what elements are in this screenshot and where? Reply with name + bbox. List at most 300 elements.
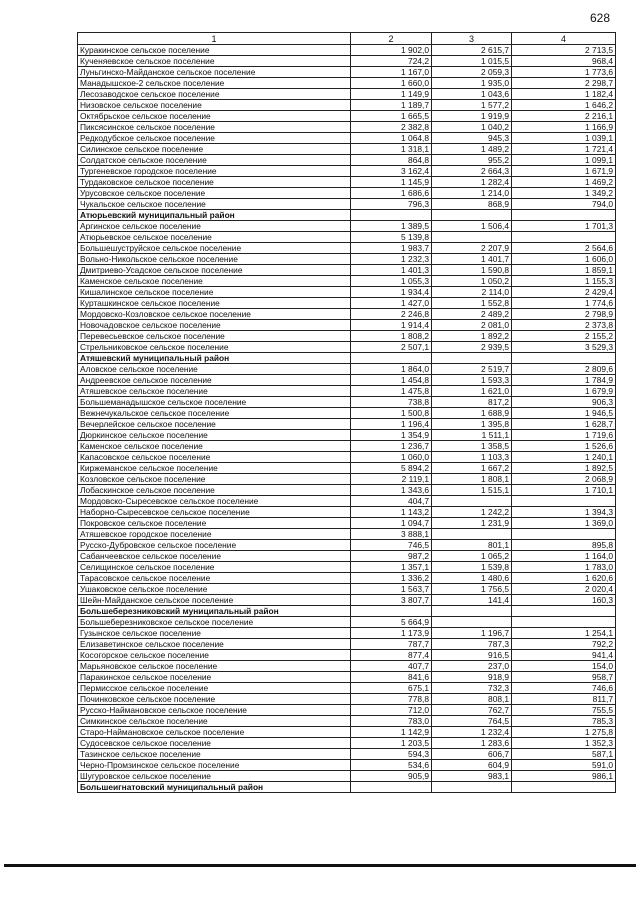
district-name: Атюрьевский муниципальный район xyxy=(78,210,351,221)
value-cell: 1 590,8 xyxy=(432,265,512,276)
value-cell: 1 783,0 xyxy=(512,562,616,573)
value-cell: 2 020,4 xyxy=(512,584,616,595)
table-row xyxy=(78,573,616,584)
value-cell: 811,7 xyxy=(512,694,616,705)
value-cell: 1 539,8 xyxy=(432,562,512,573)
value-cell: 1 919,9 xyxy=(432,111,512,122)
settlement-name: Марьяновское сельское поселение xyxy=(78,661,351,672)
value-cell: 1 469,2 xyxy=(512,177,616,188)
value-cell: 2 114,0 xyxy=(432,287,512,298)
value-cell: 587,1 xyxy=(512,749,616,760)
value-cell: 1 173,9 xyxy=(351,628,432,639)
value-cell: 2 216,1 xyxy=(512,111,616,122)
value-cell: 1 401,3 xyxy=(351,265,432,276)
value-cell: 1 688,9 xyxy=(432,408,512,419)
settlement-name: Редкодубское сельское поселение xyxy=(78,133,351,144)
table-row xyxy=(78,507,616,518)
settlement-name: Манадышское-2 сельское поселение xyxy=(78,78,351,89)
value-cell: 986,1 xyxy=(512,771,616,782)
value-cell: 895,8 xyxy=(512,540,616,551)
value-cell: 1 506,4 xyxy=(432,221,512,232)
value-cell: 1 606,0 xyxy=(512,254,616,265)
table-row xyxy=(78,254,616,265)
table-row xyxy=(78,265,616,276)
value-cell: 5 894,2 xyxy=(351,463,432,474)
table-row xyxy=(78,188,616,199)
table-row xyxy=(78,771,616,782)
table-row xyxy=(78,375,616,386)
value-cell xyxy=(351,210,432,221)
value-cell: 2 429,4 xyxy=(512,287,616,298)
column-header: 4 xyxy=(512,33,616,45)
value-cell: 712,0 xyxy=(351,705,432,716)
value-cell: 1 055,3 xyxy=(351,276,432,287)
table-row xyxy=(78,144,616,155)
table-row xyxy=(78,56,616,67)
value-cell: 1 902,0 xyxy=(351,45,432,56)
value-cell: 1 242,2 xyxy=(432,507,512,518)
value-cell: 1 167,0 xyxy=(351,67,432,78)
value-cell: 1 240,1 xyxy=(512,452,616,463)
column-header: 3 xyxy=(432,33,512,45)
table-row xyxy=(78,738,616,749)
value-cell: 1 065,2 xyxy=(432,551,512,562)
value-cell: 864,8 xyxy=(351,155,432,166)
settlement-name: Тазинское сельское поселение xyxy=(78,749,351,760)
value-cell: 1 196,4 xyxy=(351,419,432,430)
value-cell xyxy=(512,529,616,540)
value-cell xyxy=(512,353,616,364)
value-cell: 1 354,9 xyxy=(351,430,432,441)
value-cell: 1 721,4 xyxy=(512,144,616,155)
settlement-name: Пермисское сельское поселение xyxy=(78,683,351,694)
settlement-name: Дмитриево-Усадское сельское поселение xyxy=(78,265,351,276)
value-cell xyxy=(512,496,616,507)
settlement-name: Октябрьское сельское поселение xyxy=(78,111,351,122)
value-cell xyxy=(432,232,512,243)
value-cell: 154,0 xyxy=(512,661,616,672)
value-cell: 2 298,7 xyxy=(512,78,616,89)
value-cell: 1 357,1 xyxy=(351,562,432,573)
value-cell: 2 246,8 xyxy=(351,309,432,320)
value-cell: 905,9 xyxy=(351,771,432,782)
value-cell: 1 196,7 xyxy=(432,628,512,639)
value-cell: 1 511,1 xyxy=(432,430,512,441)
settlement-name: Андреевское сельское поселение xyxy=(78,375,351,386)
value-cell: 2 939,5 xyxy=(432,342,512,353)
value-cell: 1 892,5 xyxy=(512,463,616,474)
value-cell xyxy=(432,617,512,628)
settlement-name: Шейн-Майданское сельское поселение xyxy=(78,595,351,606)
settlement-name: Симкинское сельское поселение xyxy=(78,716,351,727)
value-cell: 955,2 xyxy=(432,155,512,166)
value-cell: 1 859,1 xyxy=(512,265,616,276)
table-row xyxy=(78,639,616,650)
value-cell: 2 564,6 xyxy=(512,243,616,254)
table-row xyxy=(78,342,616,353)
table-body xyxy=(78,45,616,793)
table-row xyxy=(78,518,616,529)
settlement-name: Атюрьевское сельское поселение xyxy=(78,232,351,243)
page-number: 628 xyxy=(589,11,610,25)
value-cell: 724,2 xyxy=(351,56,432,67)
value-cell: 1 103,3 xyxy=(432,452,512,463)
table-row xyxy=(78,562,616,573)
value-cell: 1 142,9 xyxy=(351,727,432,738)
value-cell xyxy=(432,496,512,507)
table-row xyxy=(78,650,616,661)
value-cell: 817,2 xyxy=(432,397,512,408)
settlement-name: Ушаковское сельское поселение xyxy=(78,584,351,595)
settlement-name: Атяшевское сельское поселение xyxy=(78,386,351,397)
value-cell: 918,9 xyxy=(432,672,512,683)
table-row xyxy=(78,111,616,122)
value-cell: 1 358,5 xyxy=(432,441,512,452)
settlement-name: Новочадовское сельское поселение xyxy=(78,320,351,331)
page-bottom-rule xyxy=(4,864,636,867)
settlement-name: Аловское сельское поселение xyxy=(78,364,351,375)
value-cell: 746,5 xyxy=(351,540,432,551)
value-cell: 3 162,4 xyxy=(351,166,432,177)
settlement-name: Чукальское сельское поселение xyxy=(78,199,351,210)
settlement-name: Стрельниковское сельское поселение xyxy=(78,342,351,353)
value-cell: 1 214,0 xyxy=(432,188,512,199)
settlement-name: Черно-Промзинское сельское поселение xyxy=(78,760,351,771)
table-row xyxy=(78,89,616,100)
value-cell: 2 382,8 xyxy=(351,122,432,133)
settlement-name: Солдатское сельское поселение xyxy=(78,155,351,166)
value-cell: 1 145,9 xyxy=(351,177,432,188)
table-row xyxy=(78,694,616,705)
value-cell: 2 059,3 xyxy=(432,67,512,78)
settlement-name: Перевесьевское сельское поселение xyxy=(78,331,351,342)
table-row xyxy=(78,331,616,342)
value-cell: 732,3 xyxy=(432,683,512,694)
value-cell: 1 040,2 xyxy=(432,122,512,133)
settlement-name: Паракинское сельское поселение xyxy=(78,672,351,683)
value-cell: 1 784,9 xyxy=(512,375,616,386)
value-cell: 1 701,3 xyxy=(512,221,616,232)
table-row xyxy=(78,397,616,408)
value-cell: 160,3 xyxy=(512,595,616,606)
value-cell: 2 519,7 xyxy=(432,364,512,375)
value-cell: 792,2 xyxy=(512,639,616,650)
value-cell xyxy=(512,606,616,617)
value-cell: 755,5 xyxy=(512,705,616,716)
settlement-name: Урусовское сельское поселение xyxy=(78,188,351,199)
value-cell: 1 480,6 xyxy=(432,573,512,584)
value-cell xyxy=(512,210,616,221)
value-cell: 1 166,9 xyxy=(512,122,616,133)
value-cell: 1 621,0 xyxy=(432,386,512,397)
table-row xyxy=(78,320,616,331)
settlement-name: Селищинское сельское поселение xyxy=(78,562,351,573)
table-row xyxy=(78,705,616,716)
table-row xyxy=(78,540,616,551)
value-cell: 1 015,5 xyxy=(432,56,512,67)
value-cell: 2 489,2 xyxy=(432,309,512,320)
settlement-name: Мордовско-Козловское сельское поселение xyxy=(78,309,351,320)
table-row xyxy=(78,716,616,727)
value-cell: 1 155,3 xyxy=(512,276,616,287)
value-cell: 746,6 xyxy=(512,683,616,694)
table-row xyxy=(78,133,616,144)
value-cell: 764,5 xyxy=(432,716,512,727)
section-row xyxy=(78,606,616,617)
value-cell: 1 401,7 xyxy=(432,254,512,265)
table-row xyxy=(78,430,616,441)
value-cell: 2 068,9 xyxy=(512,474,616,485)
value-cell: 778,8 xyxy=(351,694,432,705)
settlement-name: Елизаветинское сельское поселение xyxy=(78,639,351,650)
value-cell: 1 665,5 xyxy=(351,111,432,122)
value-cell: 2 081,0 xyxy=(432,320,512,331)
value-cell: 1 283,6 xyxy=(432,738,512,749)
value-cell: 591,0 xyxy=(512,760,616,771)
value-cell: 1 282,4 xyxy=(432,177,512,188)
settlement-name: Вечерлейское сельское поселение xyxy=(78,419,351,430)
table-row xyxy=(78,749,616,760)
settlement-name: Большеберезниковское сельское поселение xyxy=(78,617,351,628)
table-row xyxy=(78,496,616,507)
table-row xyxy=(78,760,616,771)
value-cell: 1 203,5 xyxy=(351,738,432,749)
value-cell: 1 232,3 xyxy=(351,254,432,265)
table-row xyxy=(78,243,616,254)
value-cell: 1 094,7 xyxy=(351,518,432,529)
district-name: Большеберезниковский муниципальный район xyxy=(78,606,351,617)
settlement-name: Косогорское сельское поселение xyxy=(78,650,351,661)
table-row xyxy=(78,474,616,485)
value-cell: 801,1 xyxy=(432,540,512,551)
value-cell: 941,4 xyxy=(512,650,616,661)
value-cell: 1 318,1 xyxy=(351,144,432,155)
value-cell xyxy=(432,529,512,540)
settlement-name: Козловское сельское поселение xyxy=(78,474,351,485)
value-cell: 1 143,2 xyxy=(351,507,432,518)
value-cell: 787,3 xyxy=(432,639,512,650)
settlement-name: Турдаковское сельское поселение xyxy=(78,177,351,188)
value-cell: 1 343,6 xyxy=(351,485,432,496)
value-cell: 1 275,8 xyxy=(512,727,616,738)
settlement-name: Мордовско-Сыресевское сельское поселение xyxy=(78,496,351,507)
table-row xyxy=(78,584,616,595)
value-cell: 141,4 xyxy=(432,595,512,606)
value-cell: 675,1 xyxy=(351,683,432,694)
value-cell: 1 719,6 xyxy=(512,430,616,441)
value-cell: 407,7 xyxy=(351,661,432,672)
value-cell: 1 232,4 xyxy=(432,727,512,738)
value-cell: 1 660,0 xyxy=(351,78,432,89)
settlement-name: Русско-Наймановское сельское поселение xyxy=(78,705,351,716)
value-cell: 2 373,8 xyxy=(512,320,616,331)
settlement-name: Куракинское сельское поселение xyxy=(78,45,351,56)
settlement-name: Кученяевское сельское поселение xyxy=(78,56,351,67)
value-cell xyxy=(512,232,616,243)
settlement-name: Низовское сельское поселение xyxy=(78,100,351,111)
settlement-name: Киржеманское сельское поселение xyxy=(78,463,351,474)
value-cell: 841,6 xyxy=(351,672,432,683)
value-cell: 1 667,2 xyxy=(432,463,512,474)
value-cell: 5 139,8 xyxy=(351,232,432,243)
value-cell xyxy=(432,210,512,221)
table-row xyxy=(78,386,616,397)
value-cell: 1 489,2 xyxy=(432,144,512,155)
table-row xyxy=(78,67,616,78)
value-cell: 1 369,0 xyxy=(512,518,616,529)
value-cell: 594,3 xyxy=(351,749,432,760)
settlement-name: Русско-Дубровское сельское поселение xyxy=(78,540,351,551)
settlement-name: Кишалинское сельское поселение xyxy=(78,287,351,298)
value-cell xyxy=(512,782,616,793)
settlement-name: Дюркинское сельское поселение xyxy=(78,430,351,441)
value-cell: 1 099,1 xyxy=(512,155,616,166)
table-header-row xyxy=(78,33,616,45)
value-cell: 1 395,8 xyxy=(432,419,512,430)
value-cell: 1 934,4 xyxy=(351,287,432,298)
value-cell: 1 336,2 xyxy=(351,573,432,584)
value-cell: 2 155,2 xyxy=(512,331,616,342)
settlement-name: Аргинское сельское поселение xyxy=(78,221,351,232)
settlement-name: Каменское сельское поселение xyxy=(78,276,351,287)
value-cell: 606,7 xyxy=(432,749,512,760)
value-cell: 2 615,7 xyxy=(432,45,512,56)
value-cell: 3 807,7 xyxy=(351,595,432,606)
settlement-name: Большешуструйское сельское поселение xyxy=(78,243,351,254)
table-row xyxy=(78,661,616,672)
value-cell xyxy=(351,353,432,364)
district-name: Атяшевский муниципальный район xyxy=(78,353,351,364)
table-row xyxy=(78,199,616,210)
value-cell xyxy=(351,606,432,617)
value-cell: 3 888,1 xyxy=(351,529,432,540)
value-cell: 1 756,5 xyxy=(432,584,512,595)
budget-table xyxy=(77,32,616,793)
section-row xyxy=(78,353,616,364)
settlement-name: Шугуровское сельское поселение xyxy=(78,771,351,782)
value-cell: 1 620,6 xyxy=(512,573,616,584)
value-cell: 1 892,2 xyxy=(432,331,512,342)
value-cell: 1 710,1 xyxy=(512,485,616,496)
value-cell: 1 628,7 xyxy=(512,419,616,430)
value-cell: 1 808,1 xyxy=(432,474,512,485)
value-cell: 237,0 xyxy=(432,661,512,672)
value-cell: 2 713,5 xyxy=(512,45,616,56)
value-cell: 2 119,1 xyxy=(351,474,432,485)
value-cell xyxy=(351,782,432,793)
table-row xyxy=(78,298,616,309)
settlement-name: Лобаскинское сельское поселение xyxy=(78,485,351,496)
value-cell: 2 798,9 xyxy=(512,309,616,320)
value-cell: 2 507,1 xyxy=(351,342,432,353)
value-cell: 916,5 xyxy=(432,650,512,661)
value-cell: 2 809,6 xyxy=(512,364,616,375)
value-cell: 1 236,7 xyxy=(351,441,432,452)
value-cell xyxy=(512,617,616,628)
table-row xyxy=(78,45,616,56)
settlement-name: Судосевское сельское поселение xyxy=(78,738,351,749)
settlement-name: Покровское сельское поселение xyxy=(78,518,351,529)
value-cell xyxy=(432,353,512,364)
settlement-name: Вежнечукальское сельское поселение xyxy=(78,408,351,419)
value-cell: 983,1 xyxy=(432,771,512,782)
value-cell: 1 039,1 xyxy=(512,133,616,144)
value-cell: 1 149,9 xyxy=(351,89,432,100)
value-cell: 1 182,4 xyxy=(512,89,616,100)
table-row xyxy=(78,452,616,463)
value-cell: 1 427,0 xyxy=(351,298,432,309)
value-cell: 1 394,3 xyxy=(512,507,616,518)
settlement-name: Атяшевское городское поселение xyxy=(78,529,351,540)
value-cell: 1 475,8 xyxy=(351,386,432,397)
value-cell: 404,7 xyxy=(351,496,432,507)
settlement-name: Большеманадышское сельское поселение xyxy=(78,397,351,408)
section-row xyxy=(78,210,616,221)
settlement-name: Тарасовское сельское поселение xyxy=(78,573,351,584)
value-cell: 1 064,8 xyxy=(351,133,432,144)
table-row xyxy=(78,155,616,166)
settlement-name: Капасовское сельское поселение xyxy=(78,452,351,463)
value-cell: 796,3 xyxy=(351,199,432,210)
value-cell: 1 060,0 xyxy=(351,452,432,463)
value-cell: 1 189,7 xyxy=(351,100,432,111)
value-cell: 785,3 xyxy=(512,716,616,727)
value-cell: 783,0 xyxy=(351,716,432,727)
value-cell: 738,8 xyxy=(351,397,432,408)
value-cell: 1 593,3 xyxy=(432,375,512,386)
value-cell: 877,4 xyxy=(351,650,432,661)
value-cell: 1 349,2 xyxy=(512,188,616,199)
value-cell: 2 664,3 xyxy=(432,166,512,177)
settlement-name: Силинское сельское поселение xyxy=(78,144,351,155)
table-row xyxy=(78,595,616,606)
settlement-name: Сабанчеевское сельское поселение xyxy=(78,551,351,562)
value-cell: 1 563,7 xyxy=(351,584,432,595)
value-cell: 1 454,8 xyxy=(351,375,432,386)
value-cell: 1 773,6 xyxy=(512,67,616,78)
district-name: Большеигнатовский муниципальный район xyxy=(78,782,351,793)
value-cell: 1 774,6 xyxy=(512,298,616,309)
table-row xyxy=(78,529,616,540)
value-cell: 1 577,2 xyxy=(432,100,512,111)
value-cell: 1 671,9 xyxy=(512,166,616,177)
settlement-name: Тургеневское городское поселение xyxy=(78,166,351,177)
column-header: 2 xyxy=(351,33,432,45)
value-cell: 1 500,8 xyxy=(351,408,432,419)
section-row xyxy=(78,782,616,793)
value-cell: 2 207,9 xyxy=(432,243,512,254)
table-row xyxy=(78,177,616,188)
table-row xyxy=(78,441,616,452)
table-row xyxy=(78,276,616,287)
value-cell: 1 043,6 xyxy=(432,89,512,100)
value-cell: 787,7 xyxy=(351,639,432,650)
settlement-name: Лесозаводское сельское поселение xyxy=(78,89,351,100)
table-row xyxy=(78,78,616,89)
value-cell: 968,4 xyxy=(512,56,616,67)
table-row xyxy=(78,166,616,177)
table-row xyxy=(78,408,616,419)
value-cell: 945,3 xyxy=(432,133,512,144)
table-row xyxy=(78,419,616,430)
table-row xyxy=(78,628,616,639)
table-row xyxy=(78,463,616,474)
table-row xyxy=(78,232,616,243)
value-cell: 1 254,1 xyxy=(512,628,616,639)
value-cell: 1 864,0 xyxy=(351,364,432,375)
value-cell: 762,7 xyxy=(432,705,512,716)
table-row xyxy=(78,683,616,694)
